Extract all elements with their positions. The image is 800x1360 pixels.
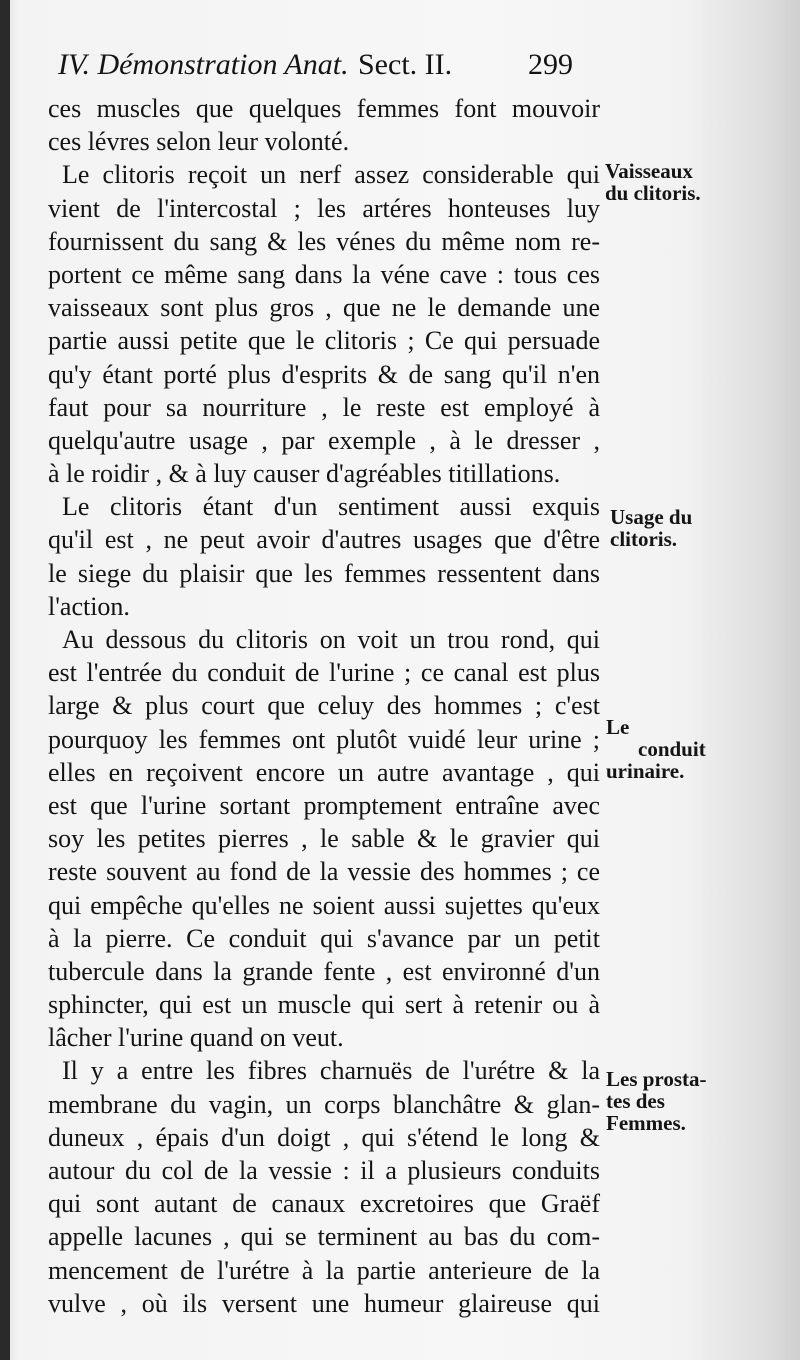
text-line: autour du col de la vessie : il a plusieurs conduits: [48, 1156, 600, 1185]
text-line: l'action.: [48, 591, 130, 621]
text-line: fournissent du sang & les vénes du même nom re-: [48, 226, 600, 256]
text-line: lâcher l'urine quand on veut.: [48, 1023, 344, 1053]
running-header: [58, 48, 608, 88]
margin-note-line: Femmes.: [606, 1111, 686, 1135]
text-line: soy les petites pierres , le sable & le gravier qui: [48, 824, 600, 854]
margin-note-line: Usage du: [610, 505, 693, 529]
margin-note-line: Le: [606, 715, 630, 739]
text-line: duneux , épais d'un doigt , qui s'étend le long &: [48, 1122, 600, 1152]
margin-note-vaisseaux: [605, 160, 701, 204]
text-line: vient de l'intercostal ; les artéres honteuses luy: [48, 193, 600, 223]
text-line: Au dessous du clitoris on voit un trou rond, qui: [62, 625, 600, 654]
text-line: mencement de l'urétre à la partie anterieure de la: [48, 1255, 600, 1285]
text-line: membrane du vagin, un corps blanchâtre & glan-: [48, 1089, 600, 1119]
text-line: elles en reçoivent encore un autre avantage , qui: [48, 757, 600, 787]
margin-note-conduit: [606, 716, 706, 782]
text-line: le siege du plaisir que les femmes ressentent dans: [48, 558, 600, 588]
page-number: 299: [528, 48, 573, 81]
text-line: ces muscles que quelques femmes font mouvoir: [48, 94, 600, 123]
text-line: qu'il est , ne peut avoir d'autres usages que d'être: [48, 525, 600, 555]
header-section-number: Sect. II.: [358, 48, 453, 81]
text-line: à la pierre. Ce conduit qui s'avance par un petit: [48, 923, 600, 953]
text-line: appelle lacunes , qui se terminent au bas du com-: [48, 1222, 600, 1252]
margin-note-line: tes des: [606, 1089, 665, 1113]
text-line: sphincter, qui est un muscle qui sert à retenir ou à: [48, 990, 600, 1020]
margin-note-line: conduit: [638, 737, 706, 761]
text-line: portent ce même sang dans la véne cave : tous ces: [48, 259, 600, 289]
margin-note-line: urinaire.: [606, 759, 685, 783]
margin-note-line: Les prosta-: [606, 1067, 707, 1091]
text-line: à le roidir , & à luy causer d'agréables titillations.: [48, 459, 561, 489]
text-line: qui sont autant de canaux excretoires que Graëf: [48, 1189, 600, 1219]
text-line: vulve , où ils versent une humeur glaireuse qui: [48, 1288, 600, 1318]
text-line: qu'y étant porté plus d'esprits & de sang qu'il n'en: [48, 359, 600, 389]
text-line: quelqu'autre usage , par exemple , à le dresser ,: [48, 425, 600, 455]
text-line: partie aussi petite que le clitoris ; Ce qui persuade: [48, 326, 600, 356]
margin-note-usage: [610, 506, 692, 550]
text-line: est que l'urine sortant promptement entraîne avec: [48, 790, 600, 820]
text-line: vaisseaux sont plus gros , que ne le demande une: [48, 293, 600, 323]
header-section-title: IV. Démonstration Anat.: [58, 48, 349, 81]
margin-note-line: du clitoris.: [605, 181, 701, 205]
text-line: pourquoy les femmes ont plutôt vuidé leur urine ;: [48, 724, 600, 754]
margin-note-line: Vaisseaux: [605, 159, 693, 183]
margin-note-line: clitoris.: [610, 527, 678, 551]
text-line: reste souvent au fond de la vessie des hommes ; ce: [48, 857, 600, 887]
page-edge-shading: [690, 0, 800, 1360]
text-line: est l'entrée du conduit de l'urine ; ce canal est plus: [48, 658, 600, 688]
page-gutter-shadow: [0, 0, 10, 1360]
text-line: ces lévres selon leur volonté.: [48, 127, 350, 157]
text-line: tubercule dans la grande fente , est environné d'un: [48, 956, 600, 986]
text-line: large & plus court que celuy des hommes ; c'est: [48, 691, 600, 721]
text-line: Le clitoris reçoit un nerf assez considerable qui: [62, 160, 600, 190]
text-line: Il y a entre les fibres charnuës de l'urétre & la: [62, 1056, 600, 1086]
text-line: Le clitoris étant d'un sentiment aussi exquis: [62, 492, 600, 522]
text-line: faut pour sa nourriture , le reste est employé à: [48, 392, 600, 422]
margin-note-prostates: [606, 1068, 707, 1134]
text-line: qui empêche qu'elles ne soient aussi sujettes qu'eux: [48, 890, 600, 920]
body-text: [48, 92, 600, 1320]
